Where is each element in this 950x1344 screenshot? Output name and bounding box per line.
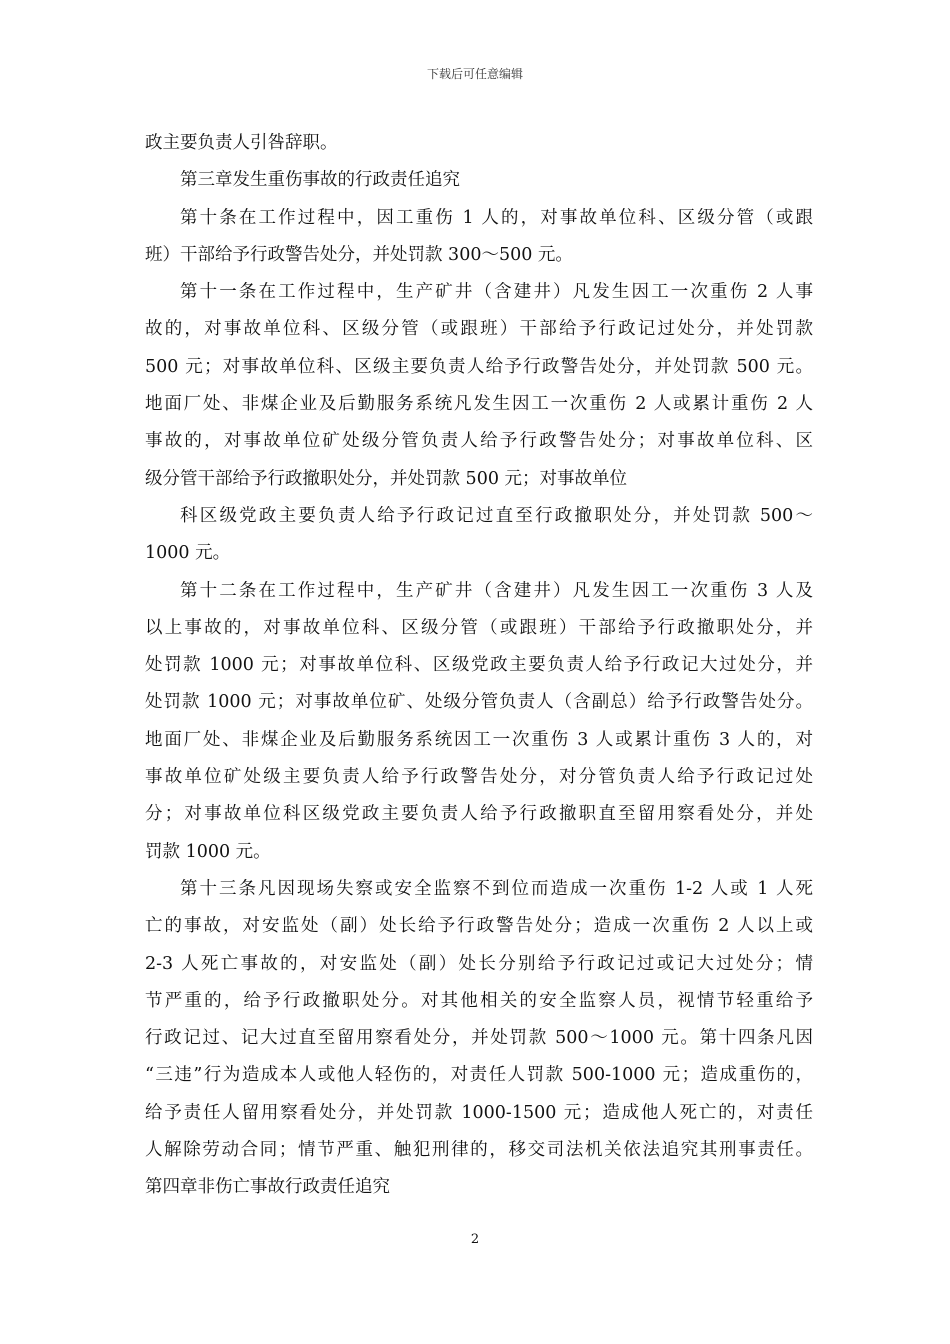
text-line: “三违”行为造成本人或他人轻伤的，对责任人罚款 500-1000 元；造成重伤的，	[145, 1065, 813, 1086]
text-line: 亡的事故，对安监处（副）处长给予行政警告处分；造成一次重伤 2 人以上或	[145, 916, 813, 937]
text-line: 2-3 人死亡事故的，对安监处（副）处长分别给予行政记过或记大过处分；情	[145, 953, 813, 974]
text-line: 地面厂处、非煤企业及后勤服务系统凡发生因工一次重伤 2 人或累计重伤 2 人	[145, 394, 813, 415]
text-line: 以上事故的，对事故单位科、区级分管（或跟班）干部给予行政撤职处分，并	[145, 617, 813, 638]
document-body	[145, 125, 813, 1207]
text-line: 处罚款 1000 元；对事故单位科、区级党政主要负责人给予行政记大过处分，并	[145, 655, 813, 676]
text-line: 处罚款 1000 元；对事故单位矿、处级分管负责人（含副总）给予行政警告处分。	[145, 692, 813, 713]
text-line: 故的，对事故单位科、区级分管（或跟班）干部给予行政记过处分，并处罚款	[145, 319, 813, 340]
text-line: 班）干部给予行政警告处分，并处罚款 300～500 元。	[145, 244, 573, 265]
text-line: 第十条在工作过程中，因工重伤 1 人的，对事故单位科、区级分管（或跟	[180, 207, 813, 228]
text-line: 行政记过、记大过直至留用察看处分，并处罚款 500～1000 元。第十四条凡因	[145, 1028, 813, 1049]
text-line: 政主要负责人引咎辞职。	[145, 133, 338, 153]
text-line: 500 元；对事故单位科、区级主要负责人给予行政警告处分，并处罚款 500 元。	[145, 356, 813, 377]
text-line: 级分管干部给予行政撤职处分，并处罚款 500 元；对事故单位	[145, 468, 628, 489]
text-line: 第三章发生重伤事故的行政责任追究	[180, 170, 460, 191]
text-line: 地面厂处、非煤企业及后勤服务系统因工一次重伤 3 人或累计重伤 3 人的，对	[145, 729, 813, 750]
page-header: 下载后可任意编辑	[426, 67, 523, 81]
page-number: 2	[470, 1232, 480, 1247]
text-line: 1000 元。	[145, 543, 231, 564]
text-line: 第十一条在工作过程中，生产矿井（含建井）凡发生因工一次重伤 2 人事	[180, 282, 813, 303]
text-line: 事故单位矿处级主要负责人给予行政警告处分，对分管负责人给予行政记过处	[145, 767, 813, 788]
text-line: 第四章非伤亡事故行政责任追究	[145, 1177, 390, 1198]
text-line: 科区级党政主要负责人给予行政记过直至行政撤职处分，并处罚款 500～	[180, 505, 813, 526]
text-line: 事故的，对事故单位矿处级分管负责人给予行政警告处分；对事故单位科、区	[145, 431, 813, 452]
text-line: 罚款 1000 元。	[145, 841, 271, 862]
text-line: 分；对事故单位科区级党政主要负责人给予行政撤职直至留用察看处分，并处	[145, 804, 813, 825]
text-line: 给予责任人留用察看处分，并处罚款 1000-1500 元；造成他人死亡的，对责任	[145, 1102, 813, 1123]
text-line: 第十三条凡因现场失察或安全监察不到位而造成一次重伤 1-2 人或 1 人死	[180, 878, 813, 899]
text-line: 第十二条在工作过程中，生产矿井（含建井）凡发生因工一次重伤 3 人及	[180, 580, 813, 601]
text-line: 节严重的，给予行政撤职处分。对其他相关的安全监察人员，视情节轻重给予	[145, 990, 813, 1011]
text-line: 人解除劳动合同；情节严重、触犯刑律的，移交司法机关依法追究其刑事责任。	[145, 1140, 813, 1161]
